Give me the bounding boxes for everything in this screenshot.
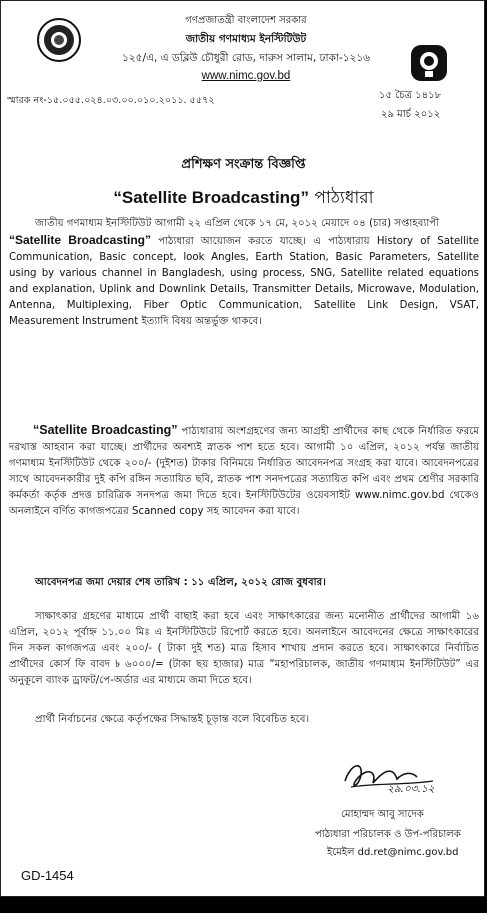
course-title	[1, 185, 486, 213]
paragraph-1-line1: জাতীয় গণমাধ্যম ইনস্টিটিউট আগামী ২২ এপ্রিল থেকে ১৭ মে, ২০১২ মেয়াদে ০৪ (চার) সপ্তাহব্যাপী	[35, 218, 440, 229]
paragraph-4: প্রার্থী নির্বাচনের ক্ষেত্রে কর্তৃপক্ষের সিদ্ধান্তই চূড়ান্ত বলে বিবেচিত হবে।	[35, 714, 310, 725]
header-address: ১২৫/এ, এ ডব্লিউ চৌধুরী রোড, দারুস সালাম, ঢাকা-১২১৬	[121, 52, 370, 64]
header-line2: জাতীয় গণমাধ্যম ইনস্টিটিউট	[185, 33, 307, 45]
paragraph-2-body: পাঠ্যধারায় অংশগ্রহণের জন্য আগ্রহী প্রার্থীদের কাছ থেকে নির্ধারিত ফরমে দরখাস্ত আহবান করা যাচ্ছে। প্রার্থীদের অবশ্যই স্নাতক পাশ হতে হবে। আগামী ১০ এপ্রিল, ২০১২ পর্যন্ত জাতীয় গণমাধ্যম ইনস্টিটিউট থেকে ২০০/- (দুইশত) টাকার বিনিময়ে নির্ধারিত আবেদনপত্র সংগ্রহ করা যাবে। আবেদনপত্রের সাথে আবেদনকারীর দুই কপি রঙ্গিন সত্যায়িত ছবি, স্নাতক পাশ সনদপত্রের সত্যায়িত কপি এবং প্রথম শ্রেণীর সরকারি কর্মকর্তা কর্তৃক প্রদত্ত চারিত্রিক সনদপত্র জমা দিতে হবে। ইনস্টিটিউটের ওয়েবসাইট www.nimc.gov.bd থেকেও অনলাইনে বর্ণিত কাগজপত্রের Scanned copy সহ আবেদন করা যাবে।	[9, 426, 480, 517]
course-title-latin: “Satellite Broadcasting”	[113, 188, 309, 207]
header-website: www.nimc.gov.bd	[201, 70, 291, 82]
institute-logo-icon	[409, 43, 449, 83]
paragraph-2-course-name: “Satellite Broadcasting”	[33, 423, 178, 437]
paragraph-1-course-name: “Satellite Broadcasting”	[9, 233, 151, 247]
paragraph-2	[9, 422, 479, 520]
paragraph-1	[9, 216, 479, 330]
signatory-email: ইমেইল dd.ret@nimc.gov.bd	[327, 847, 459, 858]
course-title-suffix: পাঠ্যধারা	[308, 188, 374, 208]
paragraph-3: সাক্ষাৎকার গ্রহণের মাধ্যমে প্রার্থী বাছাই করা হবে এবং সাক্ষাৎকারের জন্য মনোনীত প্রার্থীদের আগামী ১৬ এপ্রিল, ২০১২ পূর্বাহ্ন ১১.০০ মিঃ এ ইনস্টিটিউটে রিপোর্ট করতে হবে। অনলাইনে আবেদনের ক্ষেত্রে সাক্ষাৎকারের দিন সকল কাগজপত্র এবং ২০০/- ( টাকা দুই শত) মাত্র হিসাব শাখায় প্রদান করতে হবে। সাক্ষাৎকারে নির্বাচিত প্রার্থীদের কোর্স ফি বাবদ ৳ ৬০০০/= (টাকা ছয় হাজার) মাত্র “মহাপরিচালক, জাতীয় গণমাধ্যম ইনস্টিটিউট” এর অনুকূলে ব্যাংক ড্রাফট/পে-অর্ডার এর মাধ্যমে জমা দিতে হবে।	[9, 611, 479, 686]
date-english: ২৯ মার্চ ২০১২	[381, 109, 441, 120]
date-bangla: ১৫ চৈত্র ১৪১৮	[379, 90, 442, 101]
notice-title: প্রশিক্ষণ সংক্রান্ত বিজ্ঞপ্তি	[181, 157, 306, 172]
paragraph-1-body: পাঠ্যধারা আয়োজন করতে যাচ্ছে। এ পাঠ্যধারায় History of Satellite Communication, Basic concept, look Angles, Earth Station, Basic Parameters, Satellite using by various channel in Bangladesh, using process, SNG, Satellite related equations and explanation, Uplink and Downlink Details, Transmitter Details, Microwave, Modulation, Antenna, Multiplexing, Fiber Optic Communication, Satellite Link Design, VSAT, Measurement Instrument ইত্যাদি বিষয় অন্তর্ভুক্ত থাকবে।	[9, 236, 479, 327]
footer-code: GD-1454	[21, 868, 74, 883]
signatory-designation: পাঠ্যধারা পরিচালক ও উপ-পরিচালক	[315, 829, 461, 840]
application-deadline: আবেদনপত্র জমা দেয়ার শেষ তারিখ : ১১ এপ্রিল, ২০১২ রোজ বুধবার।	[35, 577, 326, 588]
government-seal-icon	[37, 18, 81, 62]
signatory-name: মোহাম্মদ আবু সাদেক	[341, 809, 424, 820]
signature-date: ২৯.০৩.১২	[387, 783, 435, 795]
header-line1: গণপ্রজাতন্ত্রী বাংলাদেশ সরকার	[185, 15, 307, 26]
memo-number: স্মারক নং-১৫.০৫৫.০২৪.০৩.০০.০১০.২০১১. ৫৫৭২	[7, 95, 215, 106]
